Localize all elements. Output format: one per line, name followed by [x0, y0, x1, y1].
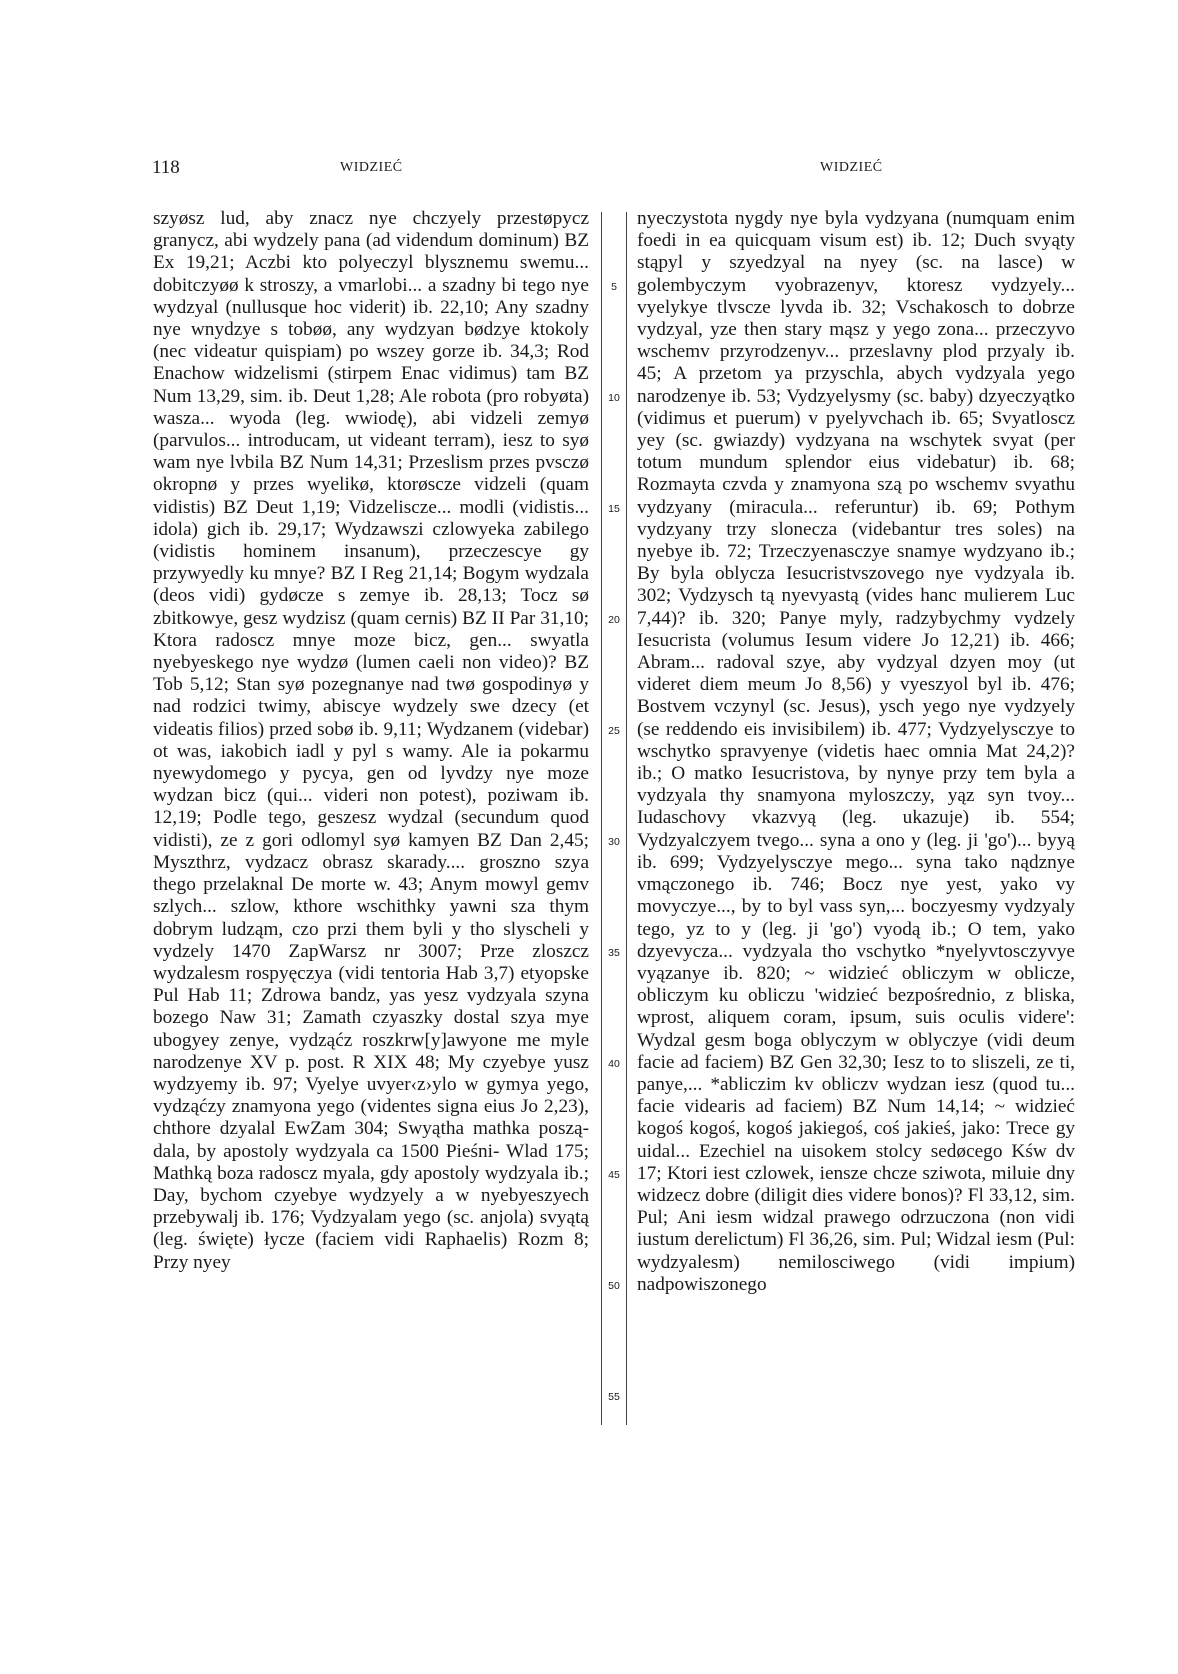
left-column-text: szyøsz lud, aby znacz nye chczyely przestøpycz granycz, abi wydzely pana (ad videndum dominum) BZ Ex 19,21; Aczbi kto polyeczyl blysznemu swemu... dobitczyøø k stroszy, a vmarlobi... a szadny bi tego nye wydzyal (nullusque hoc viderit) ib. 22,10; Any szadny nye wnydzye s tobøø, any wydzyan bødzye ktokoly (nec videatur quispiam) po wszey gorze ib. 34,3; Rod Enachow widzelismi (stirpem Enac vidimus) tam BZ Num 13,29, sim. ib. Deut 1,28; Ale robota (pro robyøta) wasza... wyoda (leg. wwiodę), abi vidzeli zemyø (parvulos... introducam, ut videant terram), iesz to syø wam nye lvbila BZ Num 14,31; Przeslism przes pvsczø okropnø y przes wyelikø, ktorøscze vidzeli (quam vidistis) BZ Deut 1,19; Vidzeliscze... modli (vidistis... idola) gich ib. 29,17; Wydzawszi czlowyeka zabilego (vidistis hominem insanum), przeczescye gy przywyedly ku mnye? BZ I Reg 21,14; Bogym wydzala (deos vidi) gydøcze s zemye ib. 28,13; Tocz sø zbitkowye, gesz wydzisz (quam cernis) BZ II Par 31,10; Ktora radoscz mnye moze bicz, gen... swyatla nyebyeskego nye wydzø (lumen caeli non video)? BZ Tob 5,12; Stan syø pozegnanye nad twø gospodinyø y nad rodzici twimy, abiscye wydzely swe dzecy (et videatis filios) przed sobø ib. 9,11; Wydzanem (videbar) ot was, iakobich iadl y pyl s wamy. Ale ia pokarmu nyewydomego y pycya, gen od lyvdzy nye moze wydzan bicz (qui... videri non potest), poziwam ib. 12,19; Podle tego, geszesz wydzal (secundum quod vidisti), ze z gori odlomyl syø kamyen BZ Dan 2,45; Myszthrz, vydzacz obrasz skarady.... groszno szya thego przelaknal De morte w. 43; Anym mowyl gemv szlych... szlow, kthore wschithky yawni sza thym dobrym ludząm, czo przi them byli y tho slyscheli y vydzely 1470 ZapWarsz nr 3007; Prze zloszcz wydzalesm rospyęczya (vidi tentoria Hab 3,7) etyopske Pul Hab 11; Zdrowa bandz, yas yesz vydzyala szyna bozego Naw 31; Zamath czyaszky dostal szya mye ubogyey zenye, vydząćz roszkrw[y]awyone me myle narodzenye XV p. post. R XIX 48; My czyebye yusz wydzyemy ib. 97; Vyelye uvyer‹z›ylo w gymya yego, vydząćzy znamyona yego (videntes signa eius Jo 2,23), chthore dzyalal EwZam 304; Swyątha mathka poszą- dala, by apostoly wydzyala ca 1500 Pieśni- Wlad 175; Mathką boza radoscz myala, gdy apostoly wydzyala ib.; Day, bychom czyebye wydzyely a w nyebyeszyech przebywalj ib. 176; Vydzyalam yego (sc. anjola) svyątą (leg. święte) łycze (faciem vidi Raphaelis) Rozm 8; Przy nyey: [153, 208, 589, 1273]
line-number: 40: [608, 1058, 620, 1070]
line-number: 30: [608, 836, 620, 848]
right-column: [637, 208, 1075, 1296]
line-number: 15: [608, 503, 620, 515]
running-head-left: WIDZIEĆ: [340, 160, 403, 175]
column-rule-right: [626, 212, 627, 1425]
line-number: 50: [608, 1280, 620, 1292]
line-number: 25: [608, 725, 620, 737]
right-column-text: nyeczystota nygdy nye byla vydzyana (numquam enim foedi in ea quicquam visum est) ib. 12; Duch svyąty stąpyl y szyedzyal na nyey (sc. na lasce) w golembyczym vyobrazenyv, ktoresz vydzyely... vyelykye tlvscze lyvda ib. 32; Vschakosch to dobrze vydzyal, yze then stary mąsz y yego zona... przeczyvo wschemv przyrodzenyv... przeslavny plod przyaly ib. 45; A przetom ya przyschla, abych vydzyala yego narodzenye ib. 53; Vydzyelysmy (sc. baby) dzyeczyątko (vidimus et puerum) v pyelyvchach ib. 65; Svyatloscz yey (sc. gwiazdy) vydzyana na wschytek svyat (per totum mundum splendor eius videbatur) ib. 68; Rozmayta czvda y znamyona szą po wschemv svyathu vydzyany (miracula... referuntur) ib. 69; Pothym vydzyany trzy slonecza (videbantur tres soles) na nyebye ib. 72; Trzeczyenasczye snamye wydzyano ib.; By byla oblycza Iesucristvszovego nye vydzyala ib. 302; Vydzysch tą nyevyastą (vides hanc mulierem Luc 7,44)? ib. 320; Panye myly, radzybychmy vydzely Iesucrista (volumus Iesum videre Jo 12,21) ib. 466; Abram... radoval szye, aby vydzyal dzyen moy (ut videret diem meum Jo 8,56) y vyeszyol byl ib. 476; Bostvem vczynyl (sc. Jesus), ysch yego nye vydzyely (se reddendo eis invisibilem) ib. 477; Vydzyelysczye to wschytko spravyenye (videtis haec omnia Mat 24,2)? ib.; O matko Iesucristova, by nynye przy tem byla a vydzyala thy snamyona myloszczy, yąz syn tvoy... Iudaschovy vkazvyą (leg. ukazuje) ib. 554; Vydzyalczyem tvego... syna a ono y (leg. ji 'go')... byyą ib. 699; Vydzyelysczye mego... syna tako nądznye vmączonego ib. 746; Bocz nye yest, yako vy movyczye..., by to byl vass syn,... boczyesmy vydzyaly tego, yz to y (leg. ji 'go') vyodą ib.; O tem, yako dzyevycza... vydzyala tho vschytko *nyelyvtosczyvye vyązanye ib. 820; ~ widzieć obliczym w oblicze, obliczym ku obliczu 'widzieć bezpośrednio, z bliska, wprost, aliquem coram, ipsum, suis oculis videre': Wydzal gesm boga oblyczym w oblyczye (vidi deum facie ad faciem) BZ Gen 32,30; Iesz to to sliszeli, ze ti, panye,... *abliczim kv obliczv wydzan iesz (quod tu... facie videaris ad faciem) BZ Num 14,14; ~ widzieć kogoś kogoś, kogoś jakiegoś, coś jakieś, jako: Trece gy uidal... Ezechiel na uisokem stolcy sedøcego Kśw dv 17; Ktori iest czlowek, iensze chcze sziwota, miluie dny widzecz dobre (diligit dies videre bonos)? Fl 33,12, sim. Pul; Ani iesm widzal prawego odrzuczona (non vidi iustum derelictum) Fl 36,26, sim. Pul; Widzal iesm (Pul: wydzyalesm) nemilosciwego (vidi impium) nadpowiszonego: [637, 208, 1075, 1295]
line-number: 55: [608, 1391, 620, 1403]
left-column: [153, 208, 589, 1274]
line-number: 5: [611, 281, 617, 293]
page-number: 118: [152, 157, 180, 178]
column-rule-left: [601, 212, 602, 1425]
line-number: 10: [608, 392, 620, 404]
line-number: 35: [608, 947, 620, 959]
running-head-right: WIDZIEĆ: [820, 160, 883, 175]
line-number: 20: [608, 614, 620, 626]
line-number: 45: [608, 1169, 620, 1181]
